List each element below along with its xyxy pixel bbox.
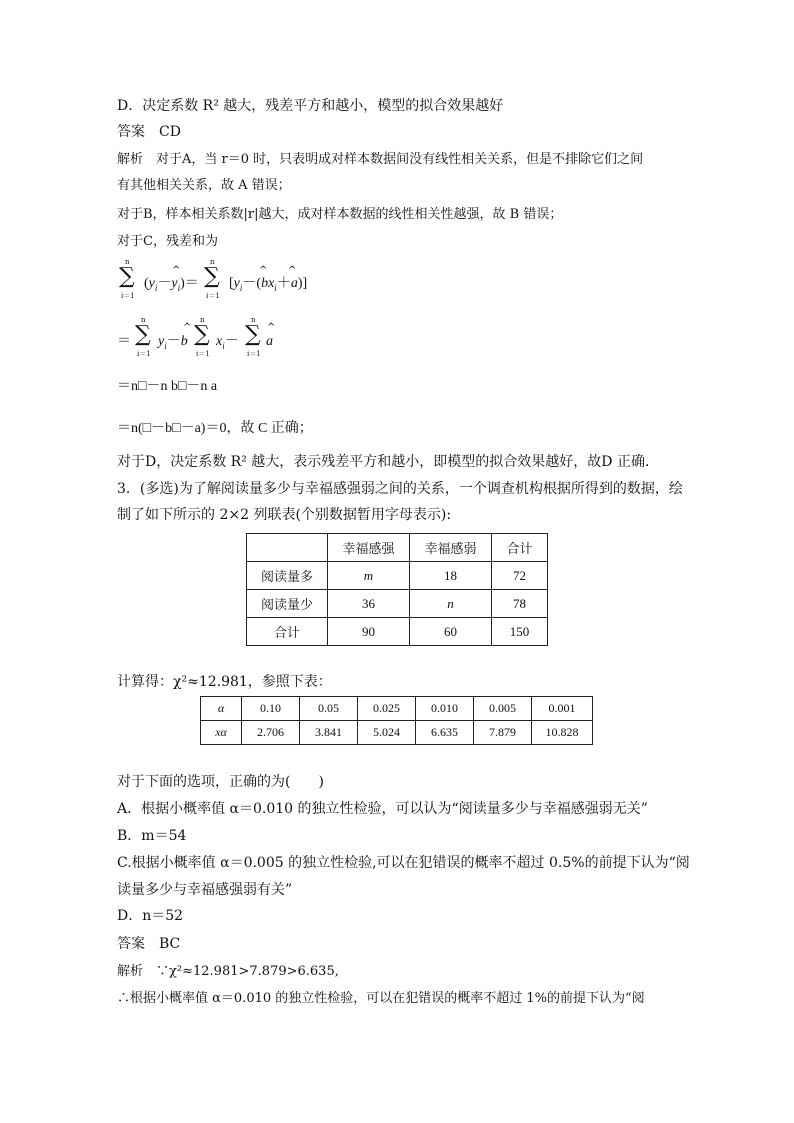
- sum-upper: n: [141, 316, 146, 324]
- table-cell: 7.879: [474, 721, 532, 745]
- sigma-symbol: ∑: [194, 322, 210, 347]
- sum-upper: n: [125, 258, 130, 266]
- option-d-line: D．决定系数 R² 越大，残差平方和越小，模型的拟合效果越好: [117, 98, 504, 114]
- table-cell: [247, 534, 328, 562]
- table-row: [201, 721, 593, 745]
- analysis-1-line-e: 对于D，决定系数 R² 越大，表示残差平方和越小，即模型的拟合效果越好，故D 正确．: [117, 454, 659, 470]
- table-cell: 3.841: [300, 721, 358, 745]
- table-cell: 0.001: [532, 697, 593, 721]
- option-c-line-1: C.根据小概率值 α＝0.005 的独立性检验,可以在犯错误的概率不超过 0.5%的前提下认为“阅: [117, 855, 690, 871]
- table-cell: 0.005: [474, 697, 532, 721]
- table-header-row: [247, 534, 548, 562]
- table-cell: 0.10: [242, 697, 300, 721]
- table-cell: n: [410, 590, 492, 618]
- question-3-line-b: 制了如下所示的 2×2 列联表(个别数据暂用字母表示):: [117, 507, 452, 523]
- answer-label: 答案: [117, 124, 145, 140]
- analysis-1-line-a: [117, 150, 643, 170]
- option-c-line-2: 读量多少与幸福感强弱有关”: [117, 882, 293, 898]
- table-cell: 5.024: [358, 721, 416, 745]
- hat-mark: ^: [183, 322, 192, 333]
- sum-lower: i＝1: [196, 350, 210, 358]
- table-cell: 72: [492, 562, 548, 590]
- sum-lower: i＝1: [137, 350, 151, 358]
- table-row: [247, 590, 548, 618]
- hat-mark: ^: [288, 265, 297, 276]
- answer-value: BC: [159, 936, 181, 952]
- sigma-symbol: ∑: [204, 264, 220, 289]
- table-cell: 60: [410, 618, 492, 646]
- table-row: [201, 697, 593, 721]
- table-cell: 幸福感强: [328, 534, 410, 562]
- answer-1: [117, 122, 181, 142]
- sum-upper: n: [210, 258, 215, 266]
- analysis-1-line-d: 对于C，残差和为: [117, 234, 218, 249]
- ask-line: 对于下面的选项，正确的为( ): [117, 774, 324, 790]
- sum-lower: i＝1: [206, 292, 220, 300]
- table-cell: 幸福感弱: [410, 534, 492, 562]
- answer-value: CD: [159, 124, 181, 140]
- question-3-line-a: 3．(多选)为了解阅读量多少与幸福感强弱之间的关系，一个调查机构根据所得到的数据，绘: [117, 481, 683, 497]
- sum-lower: i＝1: [247, 350, 261, 358]
- contingency-table: [246, 533, 548, 646]
- answer-2: [117, 934, 180, 954]
- analysis-1-line-c: 对于B，样本相关系数|r|越大，成对样本数据的线性相关性越强，故 B 错误；: [117, 207, 563, 222]
- table-row: [247, 562, 548, 590]
- critical-value-table: [200, 696, 593, 745]
- table-cell: 0.05: [300, 697, 358, 721]
- option-d: D．n＝52: [117, 908, 184, 924]
- table-cell: 150: [492, 618, 548, 646]
- table-cell: 78: [492, 590, 548, 618]
- hat-mark: ^: [259, 265, 268, 276]
- table-cell: xα: [201, 721, 242, 745]
- table-cell: 阅读量少: [247, 590, 328, 618]
- sum-upper: n: [251, 316, 256, 324]
- table-cell: 10.828: [532, 721, 593, 745]
- sigma-symbol: ∑: [135, 322, 151, 347]
- table-cell: 合计: [492, 534, 548, 562]
- analysis-text: 对于A，当 r＝0 时，只表明成对样本数据间没有线性相关关系，但是不排除它们之间: [156, 152, 644, 167]
- sum-lower: i＝1: [121, 292, 135, 300]
- table-cell: 90: [328, 618, 410, 646]
- analysis-text: ∵χ²≈12.981>7.879>6.635,: [156, 964, 339, 979]
- hat-mark: ^: [267, 322, 276, 333]
- sum-upper: n: [200, 316, 205, 324]
- analysis-2-line-b: ∴根据小概率值 α＝0.010 的独立性检验，可以在犯错误的概率不超过 1%的前提下认为“阅: [117, 991, 645, 1006]
- table-cell: 2.706: [242, 721, 300, 745]
- table-cell: 18: [410, 562, 492, 590]
- eq1-right: $[y_i-(bx_i+a)]$: [229, 276, 308, 293]
- table-cell: 0.010: [416, 697, 474, 721]
- calc-line: 计算得：χ²≈12.981，参照下表：: [117, 674, 332, 690]
- table-cell: 阅读量多: [247, 562, 328, 590]
- analysis-1-line-b: 有其他相关关系，故 A 错误；: [117, 178, 291, 193]
- answer-label: 答案: [117, 936, 145, 952]
- table-row: [247, 618, 548, 646]
- table-cell: 合计: [247, 618, 328, 646]
- hat-mark: ^: [172, 265, 181, 276]
- equation-4: ＝n(□－b□－a)＝0，故 C 正确；: [117, 421, 313, 436]
- equation-3: ＝n□－n b□－n a: [117, 379, 218, 394]
- analysis-label: 解析: [117, 964, 144, 979]
- eq1-left: $(y_i-y_i)=$: [144, 276, 199, 293]
- sigma-symbol: ∑: [119, 264, 135, 289]
- option-a: A．根据小概率值 α＝0.010 的独立性检验，可以认为“阅读量多少与幸福感强弱无关”: [117, 801, 648, 817]
- table-cell: 36: [328, 590, 410, 618]
- table-cell: 0.025: [358, 697, 416, 721]
- table-cell: 6.635: [416, 721, 474, 745]
- table-cell: m: [328, 562, 410, 590]
- table-cell: α: [201, 697, 242, 721]
- sigma-symbol: ∑: [245, 322, 261, 347]
- analysis-label: 解析: [117, 152, 144, 167]
- analysis-2-line-a: [117, 962, 339, 982]
- option-b: B．m＝54: [117, 828, 187, 844]
